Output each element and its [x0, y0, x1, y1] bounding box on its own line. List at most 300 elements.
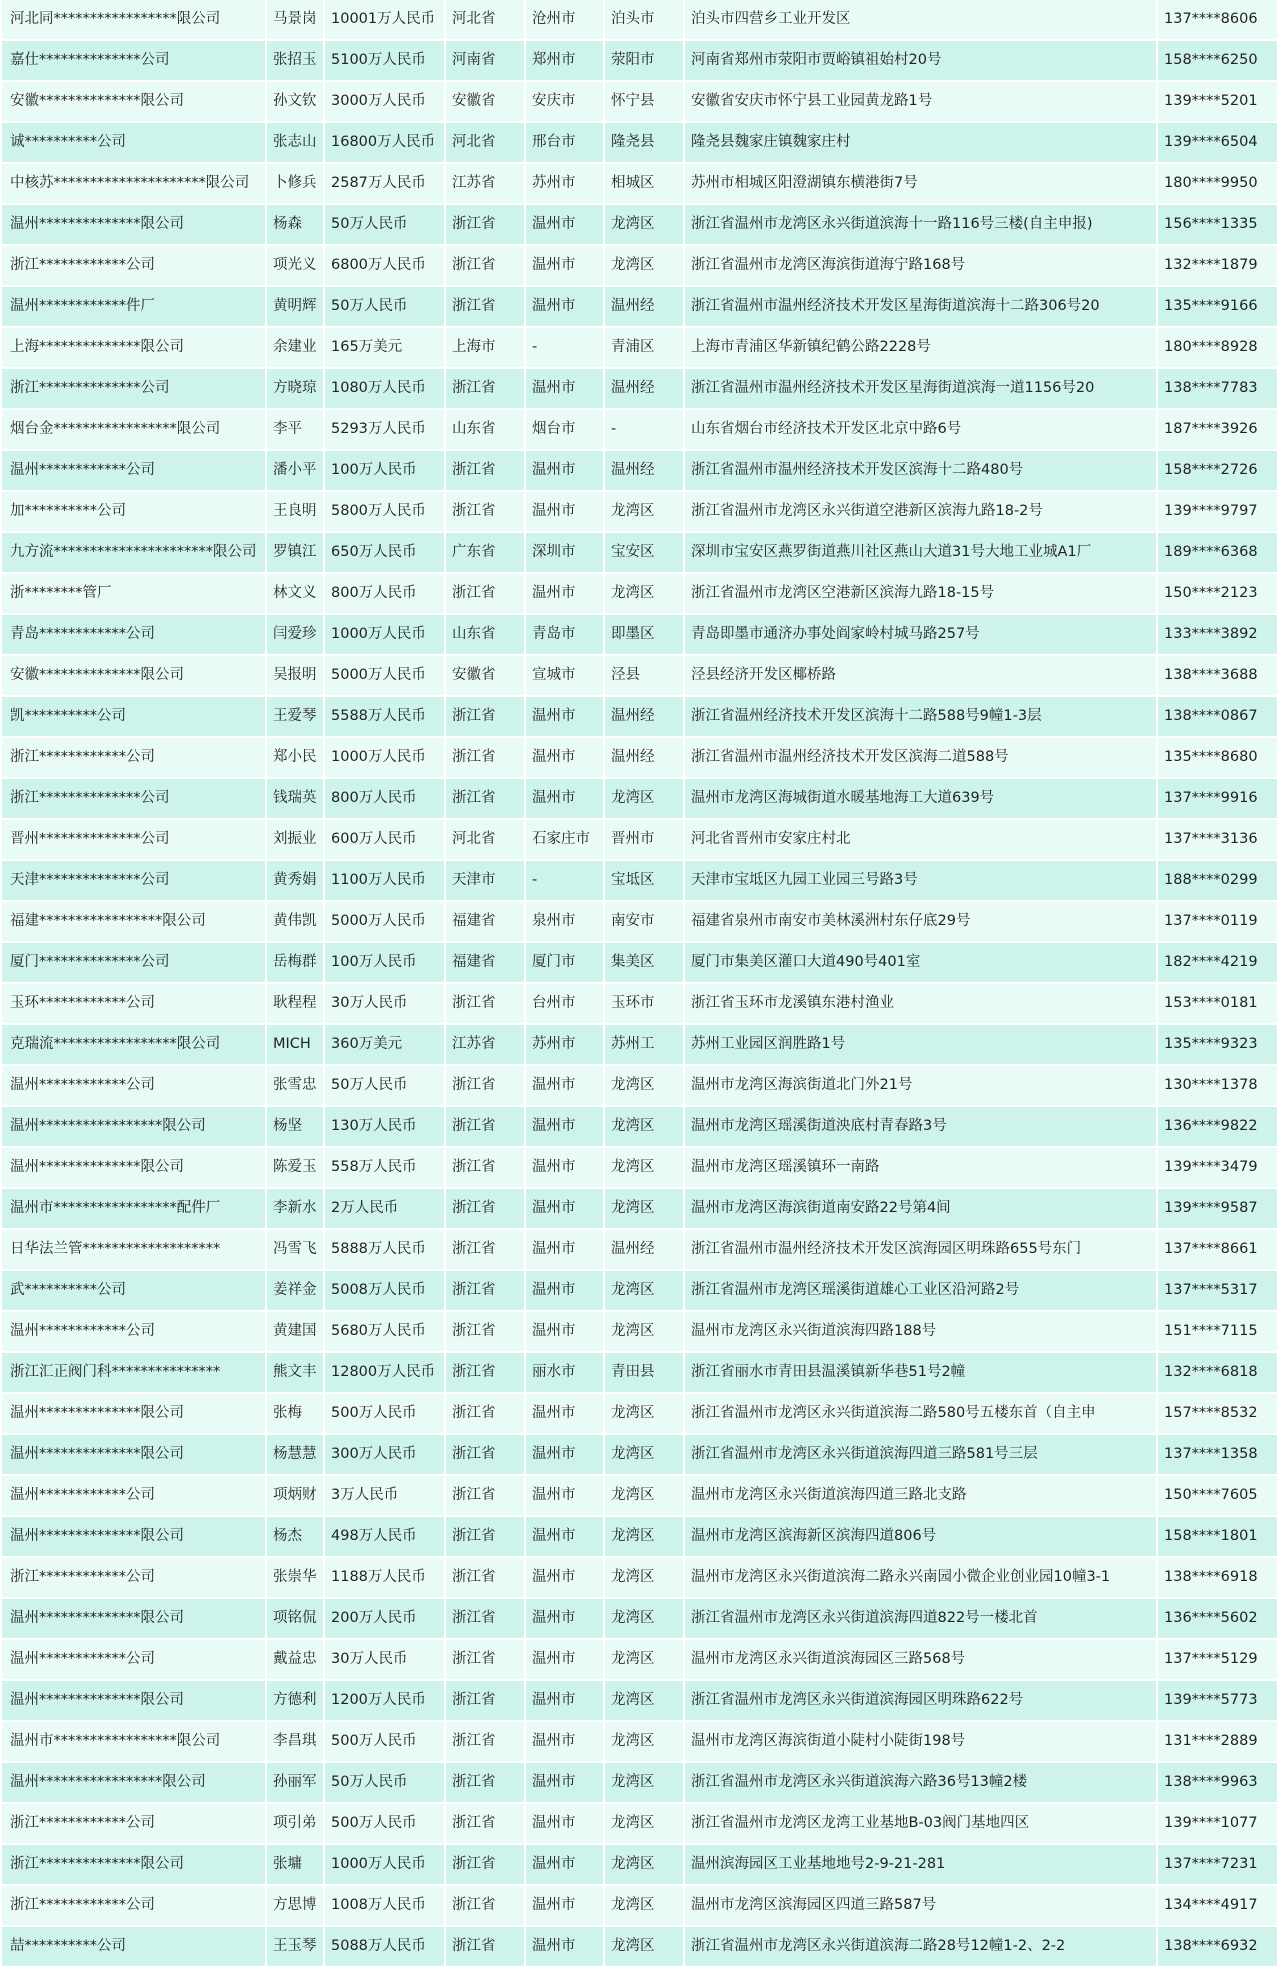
city-cell: 温州市 [525, 1926, 604, 1967]
address-cell: 浙江省温州市龙湾区永兴街道滨海二路580号五楼东首（自主申 [684, 1393, 1157, 1434]
table-row [2, 1147, 1278, 1188]
address-cell: 泾县经济开发区椰桥路 [684, 655, 1157, 696]
phone-cell: 156****1335 [1157, 204, 1278, 245]
address-cell: 浙江省温州市龙湾区永兴街道滨海十一路116号三楼(自主申报) [684, 204, 1157, 245]
legal-person-cell: 卜修兵 [266, 163, 324, 204]
company-name-cell: 安徽**************限公司 [2, 81, 266, 122]
phone-cell: 158****6250 [1157, 40, 1278, 81]
registered-capital-cell: 1000万人民币 [324, 614, 445, 655]
legal-person-cell: 马景岗 [266, 0, 324, 40]
registered-capital-cell: 12800万人民币 [324, 1352, 445, 1393]
district-cell: 龙湾区 [604, 1475, 684, 1516]
table-row [2, 655, 1278, 696]
legal-person-cell: 潘小平 [266, 450, 324, 491]
phone-cell: 180****8928 [1157, 327, 1278, 368]
province-cell: 安徽省 [445, 655, 525, 696]
city-cell: 温州市 [525, 204, 604, 245]
city-cell: 温州市 [525, 1639, 604, 1680]
company-name-cell: 温州************公司 [2, 1065, 266, 1106]
city-cell: 烟台市 [525, 409, 604, 450]
province-cell: 广东省 [445, 532, 525, 573]
city-cell: 泉州市 [525, 901, 604, 942]
city-cell: 温州市 [525, 1721, 604, 1762]
legal-person-cell: 罗镇江 [266, 532, 324, 573]
legal-person-cell: 项炳财 [266, 1475, 324, 1516]
city-cell: 温州市 [525, 1188, 604, 1229]
phone-cell: 139****6504 [1157, 122, 1278, 163]
district-cell: 泊头市 [604, 0, 684, 40]
table-row [2, 1803, 1278, 1844]
address-cell: 隆尧县魏家庄镇魏家庄村 [684, 122, 1157, 163]
registered-capital-cell: 3000万人民币 [324, 81, 445, 122]
address-cell: 温州市龙湾区滨海园区四道三路587号 [684, 1885, 1157, 1926]
city-cell: 苏州市 [525, 1024, 604, 1065]
city-cell: 丽水市 [525, 1352, 604, 1393]
company-name-cell: 武**********公司 [2, 1270, 266, 1311]
city-cell: 温州市 [525, 1516, 604, 1557]
table-row [2, 737, 1278, 778]
address-cell: 河南省郑州市荥阳市贾峪镇祖始村20号 [684, 40, 1157, 81]
registered-capital-cell: 5000万人民币 [324, 655, 445, 696]
province-cell: 浙江省 [445, 1147, 525, 1188]
province-cell: 河北省 [445, 122, 525, 163]
phone-cell: 139****1077 [1157, 1803, 1278, 1844]
company-name-cell: 温州*****************限公司 [2, 1762, 266, 1803]
registered-capital-cell: 1008万人民币 [324, 1885, 445, 1926]
address-cell: 上海市青浦区华新镇纪鹤公路2228号 [684, 327, 1157, 368]
registered-capital-cell: 800万人民币 [324, 573, 445, 614]
company-name-cell: 浙江************公司 [2, 245, 266, 286]
legal-person-cell: 陈爱玉 [266, 1147, 324, 1188]
district-cell: 相城区 [604, 163, 684, 204]
district-cell: 宝安区 [604, 532, 684, 573]
phone-cell: 132****6818 [1157, 1352, 1278, 1393]
registered-capital-cell: 500万人民币 [324, 1393, 445, 1434]
district-cell: 温州经 [604, 737, 684, 778]
registered-capital-cell: 16800万人民币 [324, 122, 445, 163]
district-cell: 龙湾区 [604, 1721, 684, 1762]
legal-person-cell: 林文义 [266, 573, 324, 614]
city-cell: 温州市 [525, 737, 604, 778]
district-cell: 温州经 [604, 368, 684, 409]
legal-person-cell: 孙丽军 [266, 1762, 324, 1803]
district-cell: 龙湾区 [604, 1270, 684, 1311]
province-cell: 浙江省 [445, 1475, 525, 1516]
company-name-cell: 温州**************限公司 [2, 1680, 266, 1721]
province-cell: 浙江省 [445, 573, 525, 614]
registered-capital-cell: 500万人民币 [324, 1721, 445, 1762]
table-row [2, 327, 1278, 368]
city-cell: 温州市 [525, 1106, 604, 1147]
table-row [2, 1229, 1278, 1270]
table-row [2, 573, 1278, 614]
district-cell: 龙湾区 [604, 1311, 684, 1352]
registered-capital-cell: 165万美元 [324, 327, 445, 368]
registered-capital-cell: 5588万人民币 [324, 696, 445, 737]
phone-cell: 158****2726 [1157, 450, 1278, 491]
registered-capital-cell: 50万人民币 [324, 1065, 445, 1106]
phone-cell: 138****9963 [1157, 1762, 1278, 1803]
legal-person-cell: 郑小民 [266, 737, 324, 778]
company-name-cell: 温州**************限公司 [2, 1393, 266, 1434]
registered-capital-cell: 650万人民币 [324, 532, 445, 573]
district-cell: - [604, 409, 684, 450]
company-name-cell: 青岛************公司 [2, 614, 266, 655]
legal-person-cell: 杨杰 [266, 1516, 324, 1557]
phone-cell: 138****6932 [1157, 1926, 1278, 1967]
legal-person-cell: 黄明辉 [266, 286, 324, 327]
address-cell: 温州市龙湾区永兴街道滨海二路永兴南园小微企业创业园10幢3-1 [684, 1557, 1157, 1598]
province-cell: 福建省 [445, 942, 525, 983]
legal-person-cell: 方晓琼 [266, 368, 324, 409]
address-cell: 温州市龙湾区海滨街道北门外21号 [684, 1065, 1157, 1106]
legal-person-cell: 黄建国 [266, 1311, 324, 1352]
address-cell: 浙江省温州市龙湾区永兴街道滨海二路28号12幢1-2、2-2 [684, 1926, 1157, 1967]
registered-capital-cell: 100万人民币 [324, 450, 445, 491]
province-cell: 浙江省 [445, 491, 525, 532]
address-cell: 温州市龙湾区永兴街道滨海四道三路北支路 [684, 1475, 1157, 1516]
legal-person-cell: 孙文钦 [266, 81, 324, 122]
company-name-cell: 上海**************限公司 [2, 327, 266, 368]
company-name-cell: 厦门**************公司 [2, 942, 266, 983]
phone-cell: 137****8661 [1157, 1229, 1278, 1270]
address-cell: 浙江省温州市龙湾区永兴街道滨海四道822号一楼北首 [684, 1598, 1157, 1639]
address-cell: 温州滨海园区工业基地地号2-9-21-281 [684, 1844, 1157, 1885]
legal-person-cell: 张志山 [266, 122, 324, 163]
district-cell: 龙湾区 [604, 1516, 684, 1557]
table-row [2, 1024, 1278, 1065]
phone-cell: 138****3688 [1157, 655, 1278, 696]
district-cell: 青浦区 [604, 327, 684, 368]
registered-capital-cell: 5008万人民币 [324, 1270, 445, 1311]
city-cell: 温州市 [525, 286, 604, 327]
company-name-cell: 浙江************公司 [2, 1557, 266, 1598]
registered-capital-cell: 2万人民币 [324, 1188, 445, 1229]
legal-person-cell: 吴报明 [266, 655, 324, 696]
table-row [2, 491, 1278, 532]
address-cell: 浙江省温州市龙湾区永兴街道滨海园区明珠路622号 [684, 1680, 1157, 1721]
address-cell: 温州市龙湾区海滨街道小陡村小陡街198号 [684, 1721, 1157, 1762]
phone-cell: 139****5201 [1157, 81, 1278, 122]
legal-person-cell: 刘振业 [266, 819, 324, 860]
address-cell: 青岛即墨市通济办事处阎家岭村城马路257号 [684, 614, 1157, 655]
registered-capital-cell: 3万人民币 [324, 1475, 445, 1516]
address-cell: 河北省晋州市安家庄村北 [684, 819, 1157, 860]
district-cell: 龙湾区 [604, 1639, 684, 1680]
table-row [2, 1393, 1278, 1434]
province-cell: 浙江省 [445, 368, 525, 409]
company-name-cell: 温州************公司 [2, 1311, 266, 1352]
phone-cell: 133****3892 [1157, 614, 1278, 655]
registered-capital-cell: 30万人民币 [324, 983, 445, 1024]
province-cell: 山东省 [445, 409, 525, 450]
address-cell: 山东省烟台市经济技术开发区北京中路6号 [684, 409, 1157, 450]
address-cell: 浙江省温州经济技术开发区滨海十二路588号9幢1-3层 [684, 696, 1157, 737]
province-cell: 河北省 [445, 0, 525, 40]
legal-person-cell: 李新水 [266, 1188, 324, 1229]
legal-person-cell: 李平 [266, 409, 324, 450]
province-cell: 浙江省 [445, 778, 525, 819]
city-cell: 温州市 [525, 450, 604, 491]
phone-cell: 137****0119 [1157, 901, 1278, 942]
table-row [2, 163, 1278, 204]
company-name-cell: 烟台金*****************限公司 [2, 409, 266, 450]
district-cell: 即墨区 [604, 614, 684, 655]
phone-cell: 180****9950 [1157, 163, 1278, 204]
company-table [2, 0, 1279, 1968]
registered-capital-cell: 498万人民币 [324, 1516, 445, 1557]
company-name-cell: 安徽**************限公司 [2, 655, 266, 696]
province-cell: 浙江省 [445, 450, 525, 491]
address-cell: 浙江省温州市温州经济技术开发区滨海二道588号 [684, 737, 1157, 778]
phone-cell: 136****5602 [1157, 1598, 1278, 1639]
phone-cell: 150****7605 [1157, 1475, 1278, 1516]
table-row [2, 40, 1278, 81]
company-name-cell: 温州************公司 [2, 1639, 266, 1680]
city-cell: 温州市 [525, 1270, 604, 1311]
province-cell: 浙江省 [445, 1352, 525, 1393]
company-name-cell: 温州************件厂 [2, 286, 266, 327]
city-cell: 石家庄市 [525, 819, 604, 860]
legal-person-cell: 方思博 [266, 1885, 324, 1926]
company-name-cell: 温州************公司 [2, 450, 266, 491]
address-cell: 温州市龙湾区海城街道水暖基地海工大道639号 [684, 778, 1157, 819]
phone-cell: 137****5129 [1157, 1639, 1278, 1680]
legal-person-cell: 钱瑞英 [266, 778, 324, 819]
legal-person-cell: MICH [266, 1024, 324, 1065]
province-cell: 河北省 [445, 819, 525, 860]
province-cell: 浙江省 [445, 204, 525, 245]
company-name-cell: 温州**************限公司 [2, 1434, 266, 1475]
table-row [2, 942, 1278, 983]
registered-capital-cell: 600万人民币 [324, 819, 445, 860]
phone-cell: 137****1358 [1157, 1434, 1278, 1475]
city-cell: 温州市 [525, 696, 604, 737]
district-cell: 晋州市 [604, 819, 684, 860]
district-cell: 隆尧县 [604, 122, 684, 163]
registered-capital-cell: 5800万人民币 [324, 491, 445, 532]
legal-person-cell: 闫爱珍 [266, 614, 324, 655]
registered-capital-cell: 300万人民币 [324, 1434, 445, 1475]
phone-cell: 139****3479 [1157, 1147, 1278, 1188]
address-cell: 温州市龙湾区瑶溪镇环一南路 [684, 1147, 1157, 1188]
table-row [2, 1926, 1278, 1967]
registered-capital-cell: 50万人民币 [324, 204, 445, 245]
registered-capital-cell: 100万人民币 [324, 942, 445, 983]
company-name-cell: 凯**********公司 [2, 696, 266, 737]
district-cell: 龙湾区 [604, 1844, 684, 1885]
address-cell: 深圳市宝安区燕罗街道燕川社区燕山大道31号大地工业城A1厂 [684, 532, 1157, 573]
city-cell: 温州市 [525, 573, 604, 614]
city-cell: 温州市 [525, 778, 604, 819]
address-cell: 浙江省温州市龙湾区瑶溪街道雄心工业区沿河路2号 [684, 1270, 1157, 1311]
phone-cell: 135****8680 [1157, 737, 1278, 778]
city-cell: 温州市 [525, 1434, 604, 1475]
address-cell: 厦门市集美区灌口大道490号401室 [684, 942, 1157, 983]
province-cell: 浙江省 [445, 1106, 525, 1147]
table-body [2, 0, 1278, 1967]
district-cell: 龙湾区 [604, 1188, 684, 1229]
company-name-cell: 福建*****************限公司 [2, 901, 266, 942]
table-row [2, 286, 1278, 327]
legal-person-cell: 张墉 [266, 1844, 324, 1885]
phone-cell: 137****7231 [1157, 1844, 1278, 1885]
phone-cell: 138****7783 [1157, 368, 1278, 409]
table-row [2, 901, 1278, 942]
address-cell: 浙江省玉环市龙溪镇东港村渔业 [684, 983, 1157, 1024]
province-cell: 浙江省 [445, 737, 525, 778]
legal-person-cell: 李昌琪 [266, 1721, 324, 1762]
city-cell: 温州市 [525, 1557, 604, 1598]
phone-cell: 189****6368 [1157, 532, 1278, 573]
legal-person-cell: 岳梅群 [266, 942, 324, 983]
city-cell: 温州市 [525, 245, 604, 286]
province-cell: 浙江省 [445, 245, 525, 286]
registered-capital-cell: 10001万人民币 [324, 0, 445, 40]
table-row [2, 122, 1278, 163]
registered-capital-cell: 5088万人民币 [324, 1926, 445, 1967]
phone-cell: 130****1378 [1157, 1065, 1278, 1106]
phone-cell: 134****4917 [1157, 1885, 1278, 1926]
city-cell: 温州市 [525, 491, 604, 532]
district-cell: 龙湾区 [604, 204, 684, 245]
district-cell: 温州经 [604, 286, 684, 327]
phone-cell: 138****0867 [1157, 696, 1278, 737]
table-row [2, 778, 1278, 819]
province-cell: 浙江省 [445, 983, 525, 1024]
phone-cell: 187****3926 [1157, 409, 1278, 450]
company-name-cell: 诚**********公司 [2, 122, 266, 163]
district-cell: 龙湾区 [604, 1557, 684, 1598]
city-cell: 温州市 [525, 1885, 604, 1926]
registered-capital-cell: 360万美元 [324, 1024, 445, 1065]
registered-capital-cell: 50万人民币 [324, 286, 445, 327]
province-cell: 浙江省 [445, 1844, 525, 1885]
table-row [2, 1434, 1278, 1475]
phone-cell: 136****9822 [1157, 1106, 1278, 1147]
province-cell: 浙江省 [445, 1885, 525, 1926]
registered-capital-cell: 1000万人民币 [324, 1844, 445, 1885]
city-cell: 温州市 [525, 1762, 604, 1803]
phone-cell: 188****0299 [1157, 860, 1278, 901]
legal-person-cell: 项引弟 [266, 1803, 324, 1844]
province-cell: 浙江省 [445, 1680, 525, 1721]
registered-capital-cell: 1100万人民币 [324, 860, 445, 901]
registered-capital-cell: 5888万人民币 [324, 1229, 445, 1270]
address-cell: 福建省泉州市南安市美林溪洲村东仔底29号 [684, 901, 1157, 942]
district-cell: 龙湾区 [604, 1065, 684, 1106]
phone-cell: 131****2889 [1157, 1721, 1278, 1762]
city-cell: 温州市 [525, 1680, 604, 1721]
legal-person-cell: 方德利 [266, 1680, 324, 1721]
district-cell: 宝坻区 [604, 860, 684, 901]
legal-person-cell: 余建业 [266, 327, 324, 368]
phone-cell: 139****9797 [1157, 491, 1278, 532]
company-name-cell: 浙江汇正阀门科*************** [2, 1352, 266, 1393]
legal-person-cell: 张招玉 [266, 40, 324, 81]
province-cell: 浙江省 [445, 286, 525, 327]
registered-capital-cell: 1200万人民币 [324, 1680, 445, 1721]
table-row [2, 860, 1278, 901]
city-cell: 温州市 [525, 1803, 604, 1844]
city-cell: 温州市 [525, 1393, 604, 1434]
district-cell: 玉环市 [604, 983, 684, 1024]
city-cell: 深圳市 [525, 532, 604, 573]
province-cell: 浙江省 [445, 696, 525, 737]
phone-cell: 151****7115 [1157, 1311, 1278, 1352]
table-row [2, 368, 1278, 409]
legal-person-cell: 项光义 [266, 245, 324, 286]
district-cell: 龙湾区 [604, 1106, 684, 1147]
company-name-cell: 浙江**************公司 [2, 368, 266, 409]
table-row [2, 696, 1278, 737]
company-name-cell: 温州**************限公司 [2, 1147, 266, 1188]
table-row [2, 614, 1278, 655]
company-name-cell: 温州**************限公司 [2, 1598, 266, 1639]
province-cell: 浙江省 [445, 1270, 525, 1311]
province-cell: 浙江省 [445, 1721, 525, 1762]
district-cell: 集美区 [604, 942, 684, 983]
address-cell: 浙江省丽水市青田县温溪镇新华巷51号2幢 [684, 1352, 1157, 1393]
province-cell: 江苏省 [445, 1024, 525, 1065]
registered-capital-cell: 5293万人民币 [324, 409, 445, 450]
legal-person-cell: 杨坚 [266, 1106, 324, 1147]
registered-capital-cell: 50万人民币 [324, 1762, 445, 1803]
district-cell: 怀宁县 [604, 81, 684, 122]
registered-capital-cell: 1188万人民币 [324, 1557, 445, 1598]
table-row [2, 1352, 1278, 1393]
province-cell: 浙江省 [445, 1229, 525, 1270]
city-cell: 温州市 [525, 1311, 604, 1352]
address-cell: 浙江省温州市温州经济技术开发区滨海园区明珠路655号东门 [684, 1229, 1157, 1270]
phone-cell: 137****9916 [1157, 778, 1278, 819]
district-cell: 龙湾区 [604, 1803, 684, 1844]
province-cell: 河南省 [445, 40, 525, 81]
company-name-cell: 温州市*****************限公司 [2, 1721, 266, 1762]
phone-cell: 150****2123 [1157, 573, 1278, 614]
legal-person-cell: 耿程程 [266, 983, 324, 1024]
registered-capital-cell: 1000万人民币 [324, 737, 445, 778]
registered-capital-cell: 130万人民币 [324, 1106, 445, 1147]
district-cell: 青田县 [604, 1352, 684, 1393]
legal-person-cell: 熊文丰 [266, 1352, 324, 1393]
registered-capital-cell: 200万人民币 [324, 1598, 445, 1639]
province-cell: 浙江省 [445, 1926, 525, 1967]
district-cell: 龙湾区 [604, 1393, 684, 1434]
table-row [2, 1106, 1278, 1147]
province-cell: 江苏省 [445, 163, 525, 204]
phone-cell: 153****0181 [1157, 983, 1278, 1024]
province-cell: 山东省 [445, 614, 525, 655]
district-cell: 苏州工 [604, 1024, 684, 1065]
legal-person-cell: 姜祥金 [266, 1270, 324, 1311]
phone-cell: 137****8606 [1157, 0, 1278, 40]
table-row [2, 1311, 1278, 1352]
district-cell: 温州经 [604, 696, 684, 737]
district-cell: 龙湾区 [604, 1680, 684, 1721]
city-cell: 厦门市 [525, 942, 604, 983]
company-name-cell: 温州**************限公司 [2, 204, 266, 245]
city-cell: 温州市 [525, 1844, 604, 1885]
district-cell: 荥阳市 [604, 40, 684, 81]
legal-person-cell: 王良明 [266, 491, 324, 532]
company-name-cell: 日华法兰管******************* [2, 1229, 266, 1270]
legal-person-cell: 张梅 [266, 1393, 324, 1434]
district-cell: 温州经 [604, 1229, 684, 1270]
address-cell: 浙江省温州市温州经济技术开发区星海街道滨海一道1156号20 [684, 368, 1157, 409]
city-cell: 温州市 [525, 368, 604, 409]
company-name-cell: 浙江**************公司 [2, 778, 266, 819]
